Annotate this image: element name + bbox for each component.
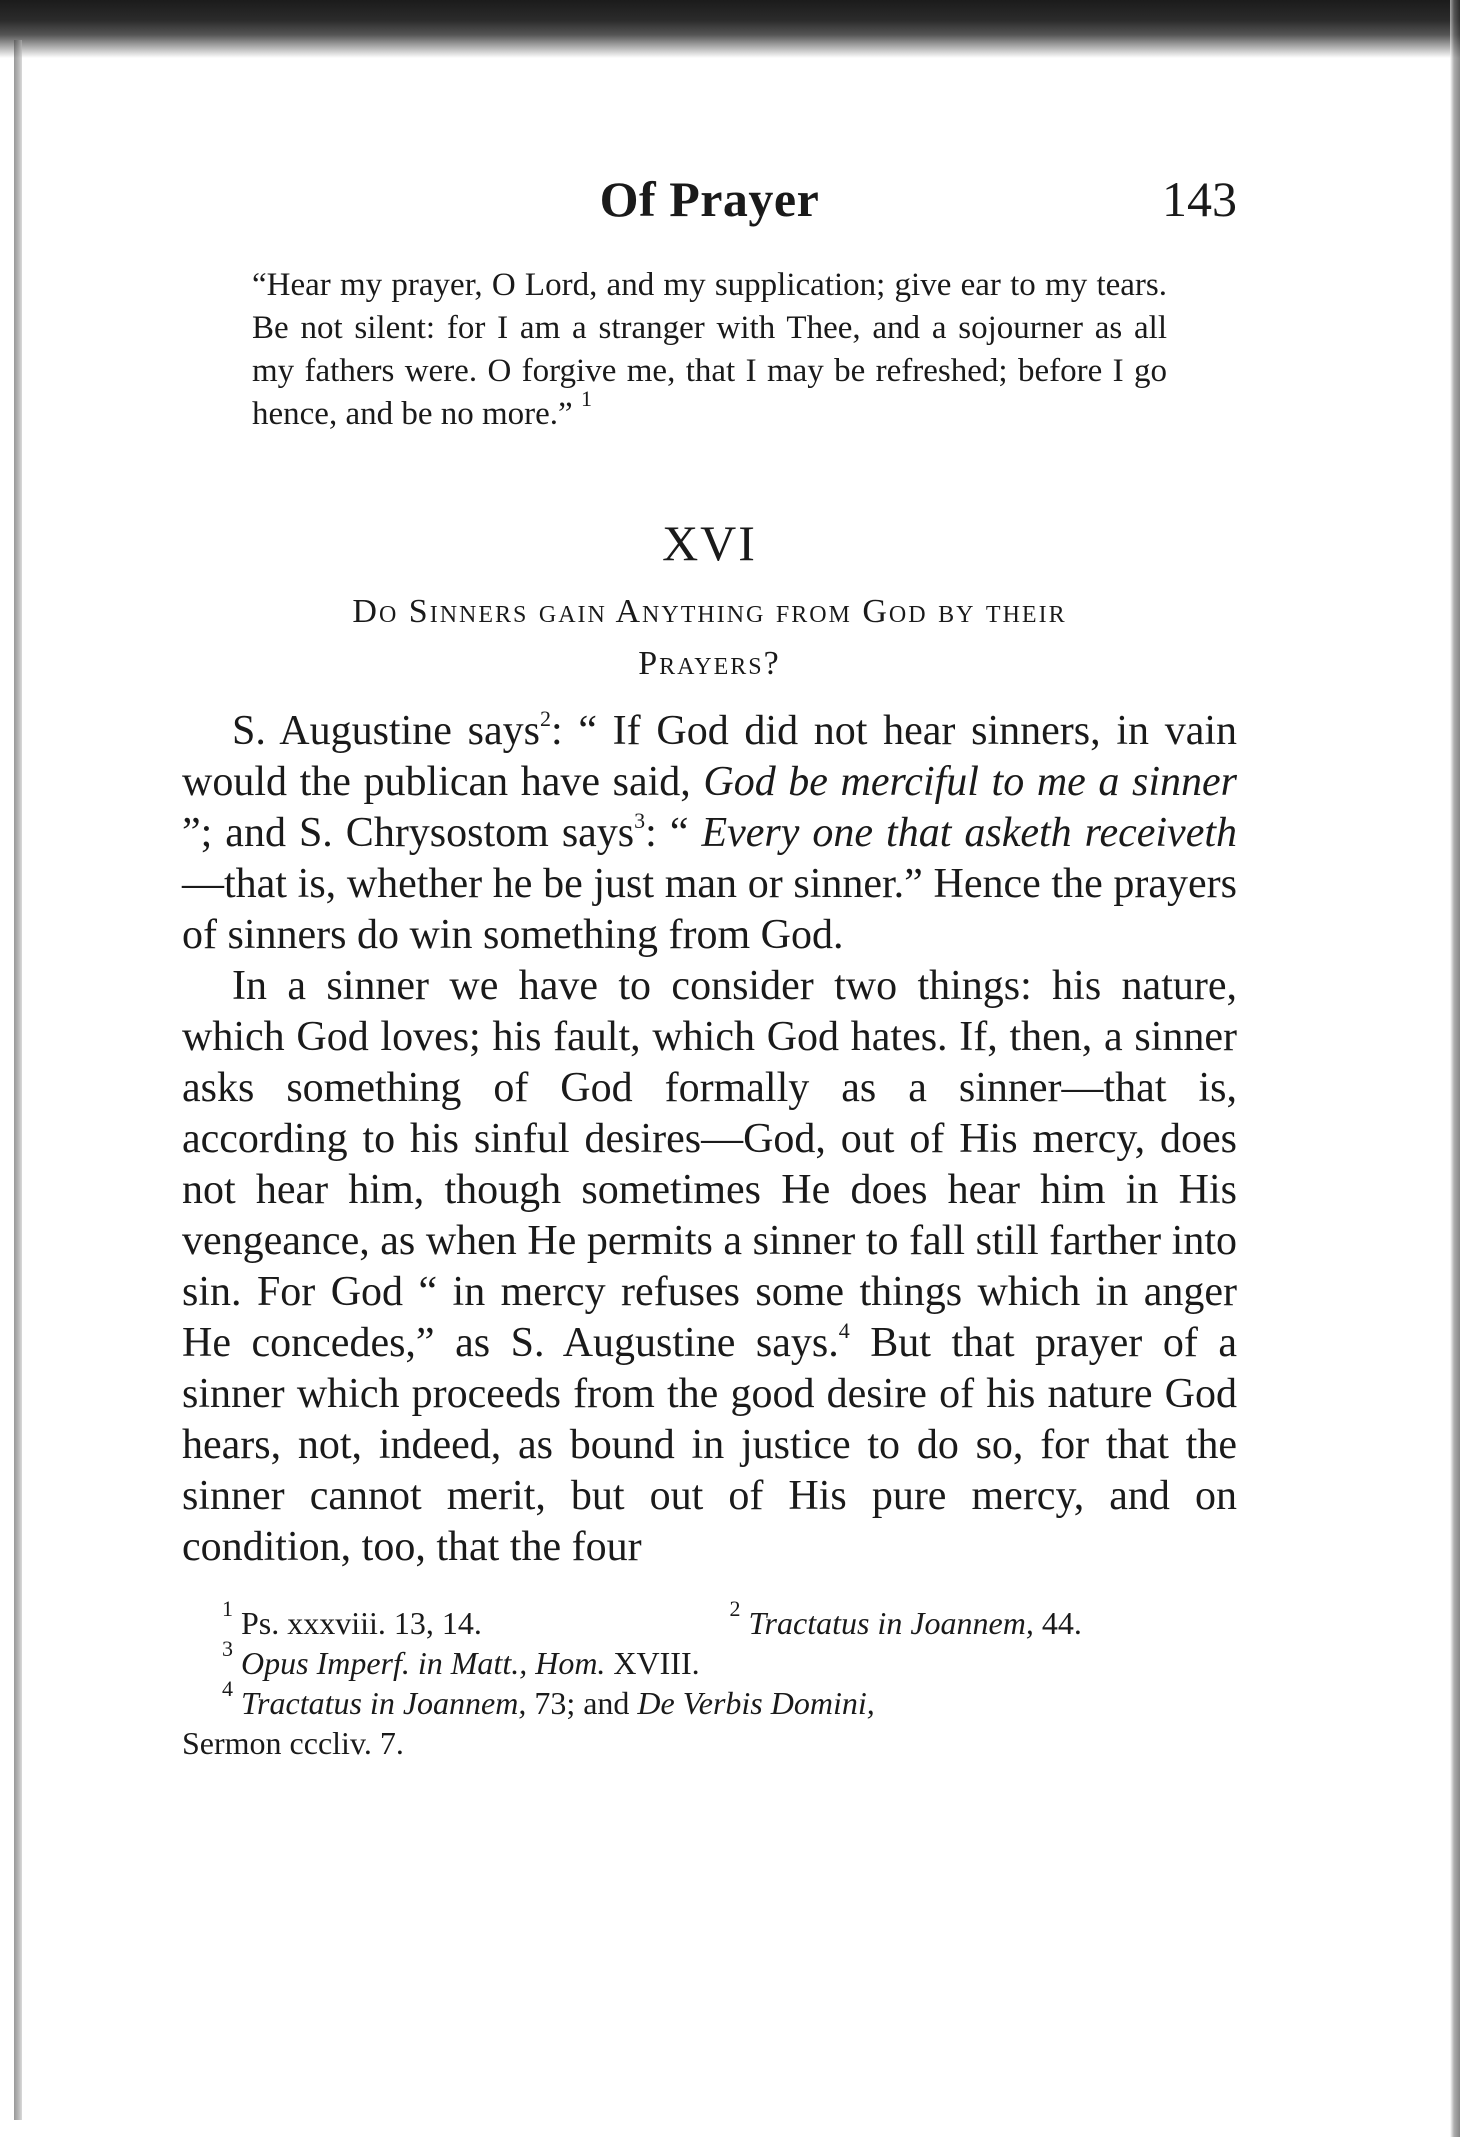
book-page (182, 170, 1237, 1763)
footnote-ref-3: 3 (634, 808, 646, 833)
body-text (182, 706, 1237, 1573)
footnote-row-1 (182, 1596, 1237, 1643)
page-number: 143 (1162, 171, 1237, 227)
p2-text-b: But that prayer of a sinner which proceeds from the good desire of his nature God hears, not, indeed, as bound in justice to do so, for that the sinner cannot merit, but out of His pure mercy, and on condition, too, that the four (182, 1320, 1237, 1570)
page-header (182, 170, 1237, 240)
paragraph-1 (182, 706, 1237, 961)
scan-shadow-left (14, 40, 22, 2120)
footnotes (182, 1596, 1237, 1763)
p1-text-e: —that is, whether he be just man or sinner.” Hence the prayers of sinners do win something from God. (182, 861, 1237, 958)
section-title-line-2: Prayers? (638, 645, 781, 682)
scan-shadow-top (0, 0, 1460, 58)
prayer-text: “Hear my prayer, O Lord, and my supplication; give ear to my tears. Be not silent: for I am a stranger with Thee, and a sojourner as all my fathers were. O forgive me, that I may be refreshed; before I go hence, and be no more.” (252, 267, 1167, 432)
p1-italic-quote-2: Every one that asketh receiveth (701, 810, 1238, 856)
footnote-ref-4: 4 (838, 1318, 850, 1343)
footnote-1: $^1$ Ps. xxxviii. 13, 14. (222, 1596, 482, 1641)
footnote-ref-1: 1 (580, 386, 592, 411)
paragraph-2 (182, 961, 1237, 1573)
p1-italic-quote: God be merciful to me a sinner (703, 759, 1237, 805)
footnote-ref-2: 2 (539, 706, 551, 731)
p1-text-c: ”; and S. Chrysostom says (182, 810, 635, 856)
prayer-quote (252, 264, 1167, 436)
scan-shadow-right (1450, 0, 1460, 2137)
p1-text-a: S. Augustine says (232, 708, 540, 754)
footnote-4-continued: Sermon cccliv. 7. (182, 1725, 404, 1761)
p1-text-b: : “ If God did not hear sinners, in vain would the publican have said, (182, 708, 1238, 805)
section-title-line-1: Do Sinners gain Anything from God by their (352, 593, 1067, 630)
running-head: Of Prayer (599, 171, 820, 227)
footnote-2: $^2$ Tractatus in Joannem, 44. (729, 1596, 1082, 1641)
section-title (182, 586, 1237, 690)
section-number: XVI (662, 515, 757, 571)
footnote-3: $^3$ Opus Imperf. in Matt., Hom. XVIII. (222, 1636, 700, 1681)
footnote-4: $^4$ Tractatus in Joannem, 73; and De Verbis Domini, (222, 1676, 875, 1721)
p1-text-d: : “ (645, 810, 702, 856)
p2-text-a: In a sinner we have to consider two things: his nature, which God loves; his fault, which God hates. If, then, a sinner asks something of God formally as a sinner—that is, according to his sinful desires—God, out of His mercy, does not hear him, though sometimes He does hear him in His vengeance, as when He permits a sinner to fall still farther into sin. For God “ in mercy refuses some things which in anger He concedes,” as S. Augustine says. (182, 963, 1237, 1366)
